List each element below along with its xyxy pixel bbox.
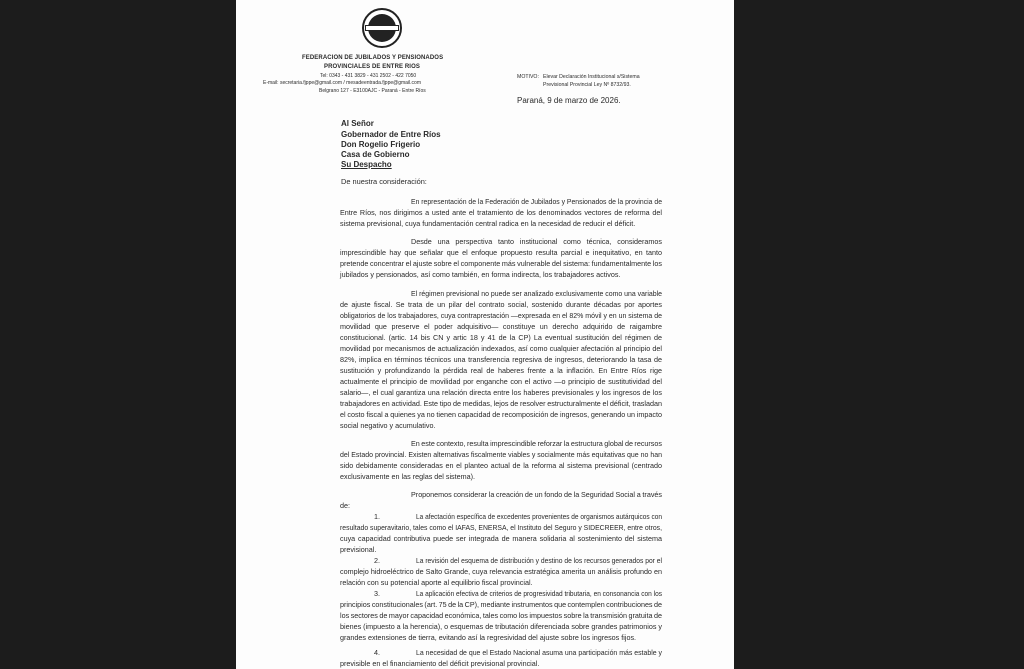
addressee-line: Al Señor xyxy=(341,119,374,128)
addressee-line: Gobernador de Entre Ríos xyxy=(341,130,441,139)
org-phone: Tel: 0343 - 431 3829 - 431 2502 - 422 7050 xyxy=(320,73,417,79)
addressee-line: Don Rogelio Frigerio xyxy=(341,140,421,149)
text-line: En este contexto, resulta imprescindible reforzar la estructura global de recursos xyxy=(411,439,662,448)
text-line: sido debidamente consideradas en el planteo actual de la reforma al sistema previsional (centrado xyxy=(340,461,662,470)
item-number: 1. xyxy=(374,512,380,521)
text-line: Proponemos considerar la creación de un fondo de la Seguridad Social a través xyxy=(411,490,662,499)
text-line: los sectores de mayor capacidad económica, tales como los impuestos sobre la transmisión gratuita de xyxy=(340,611,662,620)
text-line: movilidad que preserve el poder adquisitivo— constituye un derecho adquirido de raigambre xyxy=(340,322,662,331)
text-line: de: xyxy=(340,501,350,510)
motivo-line1: Elevar Declaración Institucional s/Sistema xyxy=(543,74,640,80)
text-line: previsible en el financiamiento del déficit previsional provincial. xyxy=(340,659,540,668)
federation-logo xyxy=(362,8,402,48)
text-line: pretende concentrar el ajuste sobre el componente más vulnerable del sistema: fundamentalmente los xyxy=(340,259,662,268)
text-line: relación con su potencial aporte al equilibrio fiscal provincial. xyxy=(340,578,533,587)
text-line: social negativo y acumulativo. xyxy=(340,421,436,430)
text-line: el costo fiscal a quienes ya no tienen capacidad de recomposición de ingresos, generando un impacto xyxy=(340,410,662,419)
motivo-line2: Previsional Provincial Ley Nº 8732/93. xyxy=(543,82,631,88)
org-address: Belgrano 127 - E3100AJC - Paraná - Entre Ríos xyxy=(319,88,426,94)
text-line: del Estado provincial. Existen alternativas fiscalmente viables y socialmente más equitativas que no han xyxy=(340,450,662,459)
org-name-line1: FEDERACION DE JUBILADOS Y PENSIONADOS xyxy=(302,55,444,61)
text-line: complejo hidroeléctrico de Salto Grande, cuya relevancia estratégica amerita un análisis profundo en xyxy=(340,567,662,576)
text-line: bienes (impuesto a la herencia), o esquemas de tributación diferenciada sobre grandes patrimonios y xyxy=(340,622,662,631)
text-line: principios constitucionales (art. 75 de la CP), mediante instrumentos que contemplen contribuciones de xyxy=(340,600,662,609)
text-line: El régimen previsional no puede ser analizado exclusivamente como una variable xyxy=(411,289,662,298)
text-line: sistema previsional, cuya fundamentación central radica en la necesidad de reducir el déficit. xyxy=(340,219,636,228)
item-number: 4. xyxy=(374,648,380,657)
text-line: cuya capacidad contributiva puede ser integrada de manera solidaria al sostenimiento del sistema xyxy=(340,534,662,543)
addressee-line: Su Despacho xyxy=(341,160,392,169)
text-line: 82%, implica en términos técnicos una transferencia regresiva de ingresos, deteriorando la tasa de xyxy=(340,355,662,364)
text-line: En representación de la Federación de Jubilados y Pensionados de la provincia de xyxy=(411,197,662,206)
text-line: La afectación específica de excedentes provenientes de organismos autárquicos con xyxy=(416,512,662,521)
text-line: Entre Ríos, nos dirigimos a usted ante el tratamiento de los denominados vectores de reforma del xyxy=(340,208,662,217)
text-line: resultado superavitario, tales como el IAFAS, ENERSA, el Instituto del Seguro y SIDECREER, entre otros, xyxy=(340,523,662,532)
text-line: La necesidad de que el Estado Nacional asuma una participación más estable y xyxy=(416,648,662,657)
text-line: sustitución y profundizando la pérdida real de haberes frente a la inflación. En Entre Ríos rige xyxy=(340,366,662,375)
text-line: movilidad por mecanismos de actualización indexados, así como cualquier afectación al principio del xyxy=(340,344,662,353)
addressee-line: Casa de Gobierno xyxy=(341,150,410,159)
text-line: obligatorios de los trabajadores, cuya contraprestación —expresada en el 82% móvil y en un sistema de xyxy=(340,311,662,320)
text-line: salario—, el cual garantiza una relación directa entre los haberes previsionales y los ingresos de los xyxy=(340,388,662,397)
org-name-line2: PROVINCIALES DE ENTRE RIOS xyxy=(324,64,420,70)
text-line: La revisión del esquema de distribución y destino de los recursos generados por el xyxy=(416,556,662,565)
letter-date: Paraná, 9 de marzo de 2026. xyxy=(517,96,621,105)
text-line: trabajadores en actividad. Este tipo de medidas, lejos de resolver estructuralmente el déficit, trasladan xyxy=(340,399,662,408)
text-line: imprescindible hay que señalar que el enfoque propuesto resulta parcial e inequitativo, en tanto xyxy=(340,248,662,257)
text-line: de ajuste fiscal. Se trata de un pilar del contrato social, sostenido durante décadas por aportes xyxy=(340,300,662,309)
text-line: jubilados y pensionados, así como también, en forma indirecta, los trabajadores activos. xyxy=(340,270,621,279)
motivo-label: MOTIVO: xyxy=(517,74,539,80)
greeting: De nuestra consideración: xyxy=(341,177,427,186)
text-line: Desde una perspectiva tanto institucional como técnica, consideramos xyxy=(411,237,662,246)
text-line: previsional. xyxy=(340,545,377,554)
text-line: La aplicación efectiva de criterios de progresividad tributaria, en consonancia con los xyxy=(416,589,662,598)
item-number: 2. xyxy=(374,556,380,565)
text-line: exclusivamente en las reglas del sistema). xyxy=(340,472,476,481)
document-page xyxy=(236,0,734,669)
text-line: grandes extensiones de tierra, evitando así la regresividad del ajuste sobre los ingresos fijos. xyxy=(340,633,637,642)
item-number: 3. xyxy=(374,589,380,598)
text-line: actualmente el principio de movilidad por enganche con el activo —o principio de sustitutividad del xyxy=(340,377,662,386)
org-email: E-mail: secretaria.fjppe@gmail.com / mesadeentrada.fjppe@gmail.com xyxy=(263,80,421,86)
text-line: constitucional. (artic. 14 bis CN y artic 18 y 41 de la CP) La eventual sustitución del régimen de xyxy=(340,333,662,342)
